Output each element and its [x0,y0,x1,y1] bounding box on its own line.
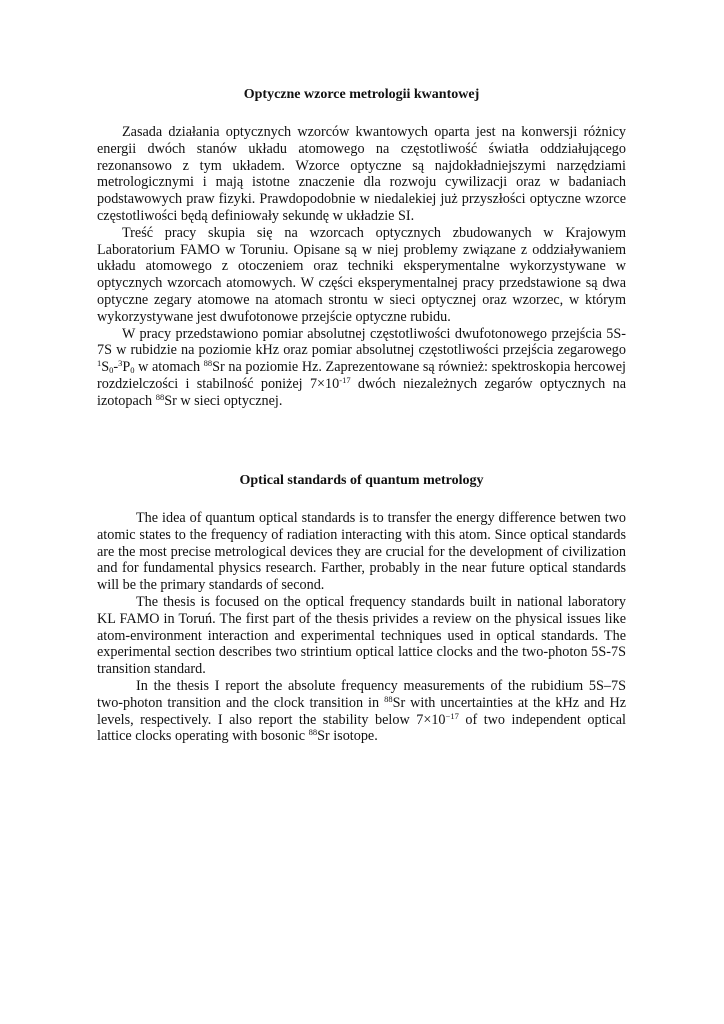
text-run: of two independent optical lattice clocks operating with bosonic [97,711,627,745]
text-run: Sr na poziomie Hz. Zaprezentowane są również: spektroskopia hercowej rozdzielczości i stabilność poniżej 7×10 [97,359,626,392]
text-run: Sr w sieci optycznej. [164,392,283,409]
superscript: 1 [97,358,102,369]
text-run: P [122,359,131,376]
superscript: 88 [203,358,213,369]
english-paragraph-1: The idea of quantum optical standards is to transfer the energy difference betwen two atomic states to the frequency of radiation interacting with this atom. Since optical standards are the most precise metrological devices they are crucial for the development of civilization and for fundamental physics research. Farther, probably in the near future optical standards will be the primary standards of second. [97,510,626,594]
text-run: Sr isotope. [317,728,378,745]
english-title: Optical standards of quantum metrology [239,473,484,488]
superscript: 88 [384,693,393,704]
subscript: 0 [130,365,135,376]
polish-title: Optyczne wzorce metrologii kwantowej [243,87,480,102]
text-run: In the thesis I report the absolute frequency measurements of the rubidium 5S–7S two-photon transition and the clock transition in [97,677,626,711]
superscript: −17 [445,710,459,721]
text-run: w atomach [134,359,204,376]
polish-paragraph-1: Zasada działania optycznych wzorców kwantowych oparta jest na konwersji różnicy energii dwóch stanów układu atomowego na częstotliwość światła oddziałującego rezonansowo z tym układem. Wzorce optyczne są najdokładniejszymi narzędziami metrologicznymi i mają istotne znaczenie dla rozwoju cywilizacji oraz w badaniach podstawowych praw fizyki. Prawdopodobnie w niedalekiej już przyszłości optyczne wzorce częstotliwości będą definiowały sekundę w układzie SI. [97,124,626,224]
superscript: 88 [308,727,318,738]
english-abstract [97,472,626,745]
text-run: - [113,359,119,376]
english-paragraph-2: The thesis is focused on the optical frequency standards built in national laboratory KL FAMO in Toruń. The first part of the thesis privides a review on the physical issues like atom-environment interaction and experimental techniques used in optical standards. The experimental section describes two strintium optical lattice clocks and the two-photon 5S-7S transition standard. [97,593,626,678]
english-paragraph-3 [97,678,626,745]
polish-paragraph-3 [97,326,626,410]
text-run: S [101,359,110,376]
text-run: dwóch niezależnych zegarów optycznych na izotopach [97,375,626,409]
text-run: Sr with uncertainties at the kHz and Hz levels, respectively. I also report the stability below 7×10 [97,694,626,728]
superscript: 3 [118,358,123,369]
text-run: W pracy przedstawiono pomiar absolutnej częstotliwości dwufotonowego przejścia 5S-7S w rubidzie na poziomie kHz oraz pomiar absolutnej częstotliwości przejścia zegarowego [97,325,626,359]
polish-paragraph-2: Treść pracy skupia się na wzorcach optycznych zbudowanych w Krajowym Laboratorium FAMO w Toruniu. Opisane są w niej problemy związane z oddziaływaniem układu atomowego z otoczeniem oraz techniki eksperymentalne wykorzystywane w optycznych wzorcach atomowych. W części eksperymentalnej pracy przedstawione są dwa optyczne zegary atomowe na atomach strontu w sieci optycznej oraz wzorzec, w którym wykorzystywane jest dwufotonowe przejście optyczne rubidu. [97,224,626,325]
polish-abstract [97,86,626,410]
superscript: 88 [155,391,165,402]
superscript: -17 [339,374,351,385]
subscript: 0 [109,365,114,376]
